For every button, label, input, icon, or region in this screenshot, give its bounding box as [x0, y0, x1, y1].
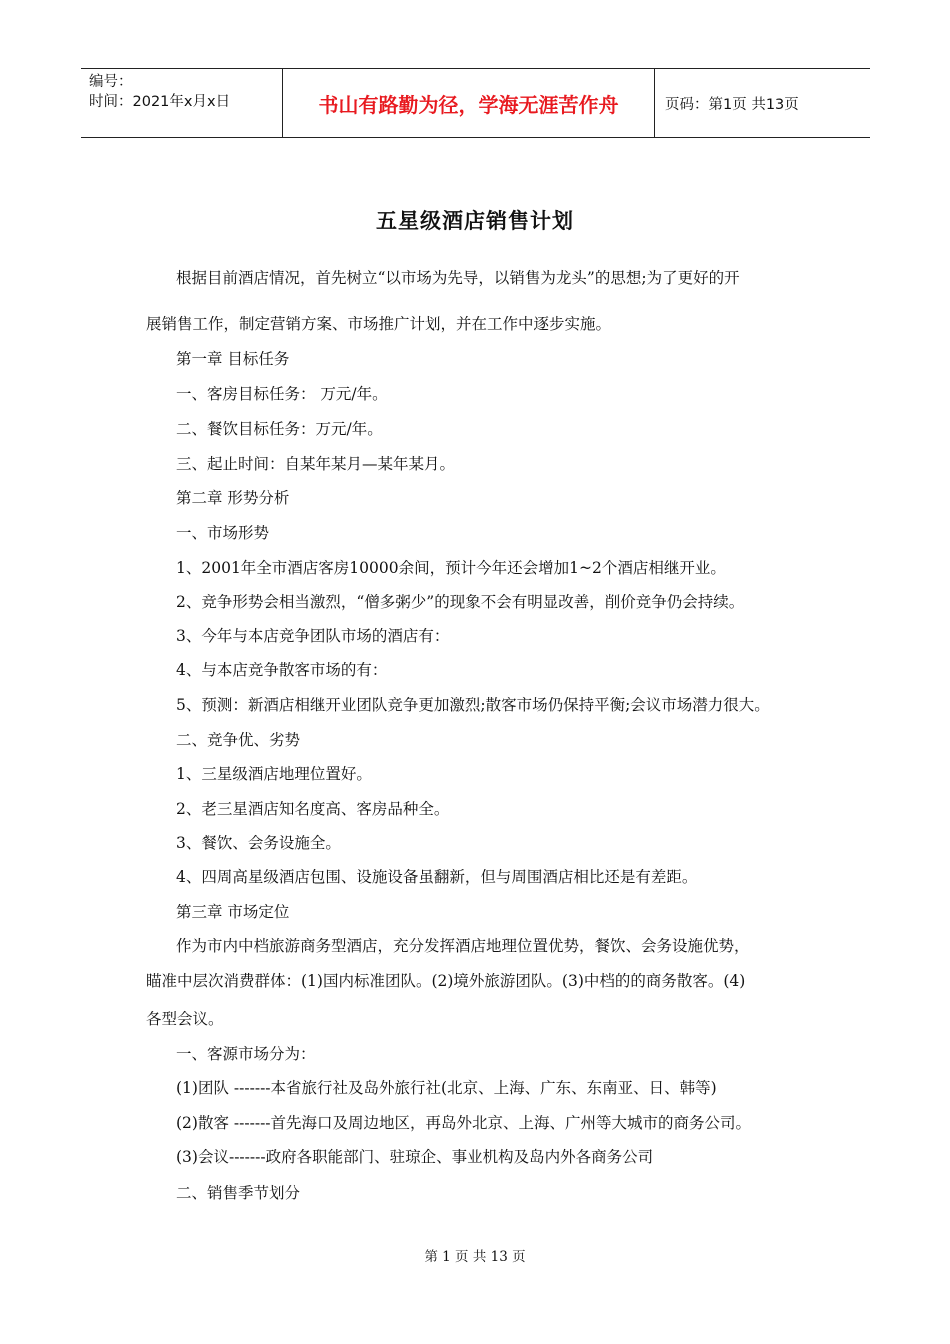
chapter-heading: 第一章 目标任务 [176, 350, 290, 368]
paragraph-line: 作为市内中档旅游商务型酒店，充分发挥酒店地理位置优势，餐饮、会务设施优势， [176, 937, 750, 955]
chapter-heading: 第二章 形势分析 [176, 489, 290, 507]
list-item: 3、餐饮、会务设施全。 [176, 834, 341, 852]
list-item: 1、2001年全市酒店客房10000余间，预计今年还会增加1~2个酒店相继开业。 [176, 559, 726, 577]
list-item: (1)团队 -------本省旅行社及岛外旅行社(北京、上海、广东、东南亚、日、韩等) [176, 1079, 717, 1097]
list-item: 一、客房目标任务： 万元/年。 [176, 385, 388, 403]
section-heading: 一、客源市场分为： [176, 1045, 316, 1063]
chapter-heading: 第三章 市场定位 [176, 903, 290, 921]
paragraph-line: 根据目前酒店情况，首先树立“以市场为先导，以销售为龙头”的思想;为了更好的开 [176, 269, 740, 287]
list-item: 1、三星级酒店地理位置好。 [176, 765, 372, 783]
list-item: (3)会议-------政府各职能部门、驻琼企、事业机构及岛内外各商务公司 [176, 1148, 654, 1166]
section-heading: 二、竞争优、劣势 [176, 731, 301, 749]
page-footer: 第 1 页 共 13 页 [424, 1249, 526, 1265]
paragraph-line: 各型会议。 [146, 1010, 224, 1028]
list-item: 2、老三星酒店知名度高、客房品种全。 [176, 800, 450, 818]
list-item: 5、预测：新酒店相继开业团队竞争更加激烈;散客市场仍保持平衡;会议市场潜力很大。 [176, 696, 770, 714]
paragraph-line: 展销售工作，制定营销方案、市场推广计划，并在工作中逐步实施。 [146, 315, 612, 333]
section-heading: 一、市场形势 [176, 524, 270, 542]
document-title: 五星级酒店销售计划 [376, 209, 574, 233]
section-heading: 二、销售季节划分 [176, 1184, 301, 1202]
header-meta [81, 69, 283, 137]
list-item: 4、四周高星级酒店包围、设施设备虽翻新，但与周围酒店相比还是有差距。 [176, 868, 698, 886]
document-number: 编号： [89, 74, 133, 90]
list-item: (2)散客 -------首先海口及周边地区，再岛外北京、上海、广州等大城市的商务公司。 [176, 1114, 752, 1132]
page-header [81, 68, 870, 138]
document-date: 时间：2021年x月x日 [89, 94, 231, 110]
header-page-info: 页码：第1页 共13页 [665, 96, 799, 113]
header-motto: 书山有路勤为径，学海无涯苦作舟 [283, 69, 655, 137]
list-item: 2、竞争形势会相当激烈，“僧多粥少”的现象不会有明显改善，削价竞争仍会持续。 [176, 593, 745, 611]
paragraph-line: 瞄准中层次消费群体：(1)国内标准团队。(2)境外旅游团队。(3)中档的的商务散客。(4) [146, 972, 746, 990]
list-item: 三、起止时间：自某年某月—某年某月。 [176, 455, 456, 473]
list-item: 3、今年与本店竞争团队市场的酒店有： [176, 627, 450, 645]
list-item: 4、与本店竞争散客市场的有： [176, 661, 388, 679]
list-item: 二、餐饮目标任务：万元/年。 [176, 420, 383, 438]
